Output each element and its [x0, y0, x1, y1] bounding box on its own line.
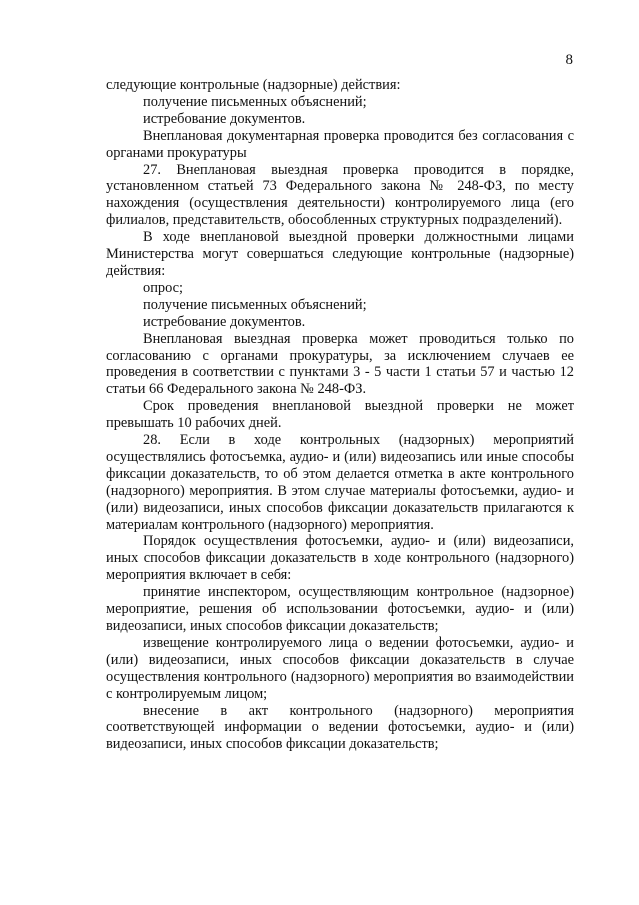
- paragraph: получение письменных объяснений;: [143, 296, 367, 313]
- paragraph: Срок проведения внеплановой выездной проверки не может превышать 10 рабочих дней.: [106, 398, 574, 432]
- paragraph: следующие контрольные (надзорные) действия:: [106, 77, 401, 93]
- paragraph: получение письменных объяснений;: [143, 93, 367, 110]
- paragraph: внесение в акт контрольного (надзорного) мероприятия соответствующей информации о ведении фотосъемки, аудио- и (или) видеозаписи, иных способов фиксации доказательств;: [106, 702, 574, 753]
- page-number: 8: [565, 52, 573, 68]
- paragraph: Внеплановая выездная проверка может проводиться только по согласованию с органами прокуратуры, за исключением случаев ее проведения в соответствии с пунктами 3 - 5 части 1 статьи 57 и частью 12 статьи 66 Федерального закона № 248-ФЗ.: [106, 330, 574, 398]
- paragraph: истребование документов.: [143, 313, 306, 330]
- document-body: [106, 77, 574, 753]
- paragraph: принятие инспектором, осуществляющим контрольное (надзорное) мероприятие, решения об использовании фотосъемки, аудио- и (или) видеозаписи, иных способов фиксации доказательств;: [106, 584, 574, 634]
- paragraph: извещение контролируемого лица о ведении фотосъемки, аудио- и (или) видеозаписи, иных способов фиксации доказательств в случае осуществления контрольного (надзорного) мероприятия во взаимодействии с контролируемым лицом;: [106, 634, 574, 702]
- paragraph: 27. Внеплановая выездная проверка проводится в порядке, установленном статьей 73 Федерального закона № 248-ФЗ, по месту нахождения (осуществления деятельности) контролируемого лица (его филиалов, представительств, обособленных структурных подразделений).: [106, 161, 574, 229]
- paragraph: Порядок осуществления фотосъемки, аудио- и (или) видеозаписи, иных способов фиксации доказательств в ходе контрольного (надзорного) мероприятия включает в себя:: [106, 533, 574, 584]
- paragraph: опрос;: [143, 279, 184, 296]
- paragraph: Внеплановая документарная проверка проводится без согласования с органами прокуратуры: [106, 127, 574, 161]
- paragraph: 28. Если в ходе контрольных (надзорных) мероприятий осуществлялись фотосъемка, аудио- и (или) видеозапись или иные способы фиксации доказательств, то об этом делается отметка в акте контрольного (надзорного) мероприятия. В этом случае материалы фотосъемки, аудио- и (или) видеозаписи, иных способов фиксации доказательств прилагаются к материалам контрольного (надзорного) мероприятия.: [106, 432, 574, 533]
- paragraph: В ходе внеплановой выездной проверки должностными лицами Министерства могут совершаться следующие контрольные (надзорные) действия:: [106, 229, 574, 279]
- paragraph: истребование документов.: [143, 110, 306, 127]
